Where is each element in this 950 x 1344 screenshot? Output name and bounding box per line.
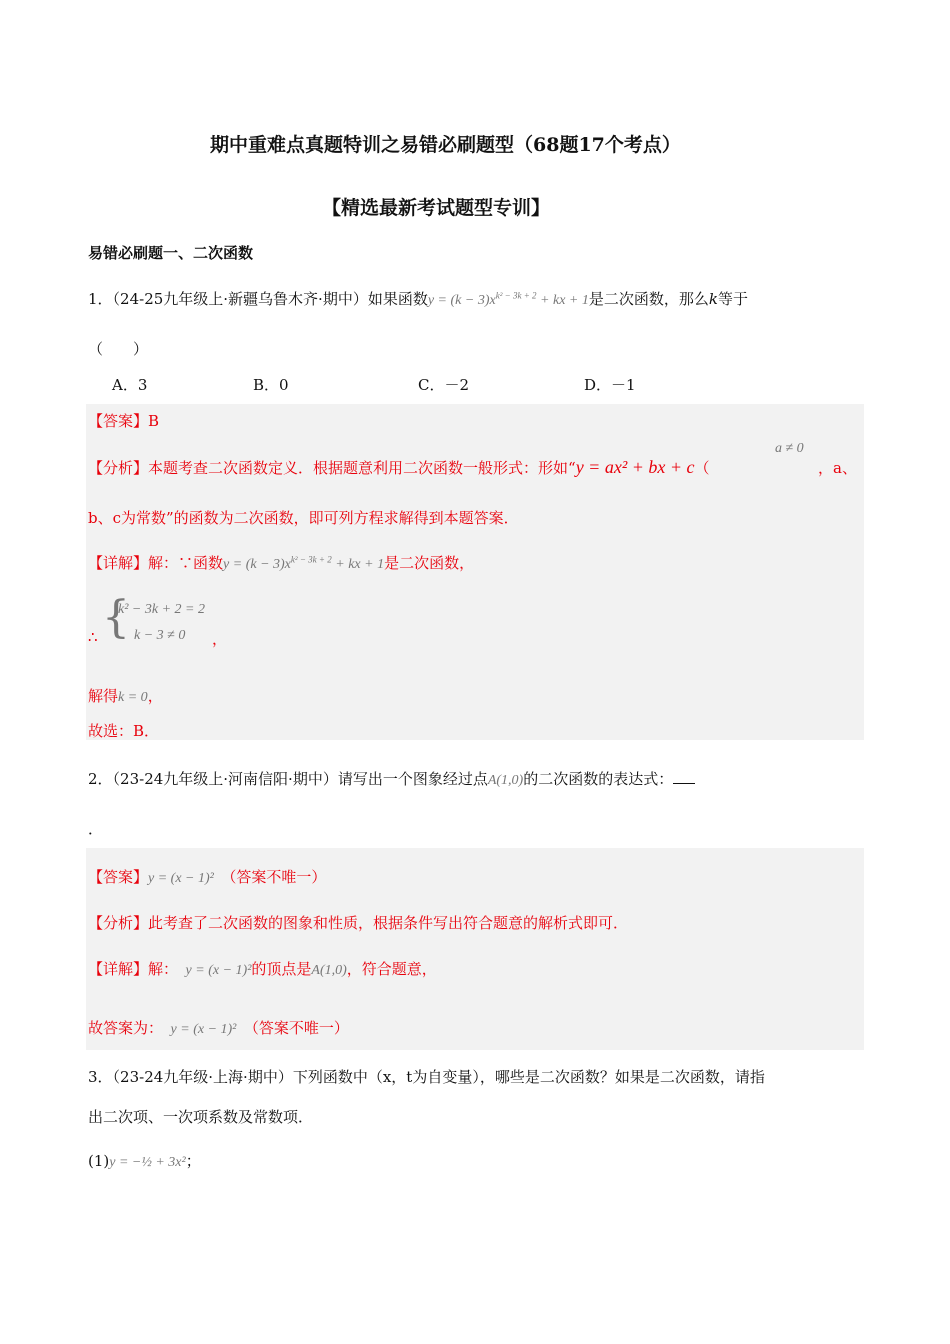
q1-analysis-line2: b、c为常数”的函数为二次函数，即可列方程求解得到本题答案． xyxy=(88,509,519,527)
q1-solve: 解得k = 0， xyxy=(88,687,163,705)
q2-answer-blank[interactable] xyxy=(673,769,695,784)
q2-stem xyxy=(88,768,695,789)
page-subtitle: 【精选最新考试题型专训】 xyxy=(322,197,551,219)
q2-analysis: 【分析】此考查了二次函数的图象和性质，根据条件写出符合题意的解析式即可． xyxy=(88,914,629,932)
q1-system-eq2: k − 3 ≠ 0 xyxy=(134,628,186,643)
q1-var-k: k xyxy=(708,290,718,308)
q1-formula: $y = (k - 3)x^{k^2 - 3k + 2}$ + kx + 1 xyxy=(427,290,589,308)
q3-number: 3． xyxy=(88,1068,113,1086)
q1-system-brace: { xyxy=(102,592,130,643)
q1-stem xyxy=(88,288,748,309)
q1-text-after: 是二次函数，那么 xyxy=(588,290,709,308)
section-heading: 易错必刷题一、二次函数 xyxy=(88,244,254,262)
q1-paren: （ ） xyxy=(88,340,149,358)
q1-therefore: ∴ xyxy=(88,628,98,646)
q2-dot: ． xyxy=(88,820,104,838)
q3-item1: (1)y = −½ + 3x²； xyxy=(88,1152,201,1170)
q1-option-b: B．0 xyxy=(253,376,289,394)
q1-detail-formula: $y = (k - 3)x^{k^2 - 3k + 2}$ + kx + 1 xyxy=(223,554,385,572)
q1-choose: 故选：B． xyxy=(88,722,160,740)
q1-answer: 【答案】B xyxy=(88,412,160,430)
q2-final: 故答案为： y = (x − 1)² （答案不唯一） xyxy=(88,1019,349,1037)
q2-number: 2． xyxy=(88,770,113,788)
q2-point: A(1,0) xyxy=(487,773,524,788)
q1-number: 1． xyxy=(88,290,113,308)
q1-analysis-tail: ，a、 xyxy=(818,459,857,477)
q3-stem-line2: 出二次项、一次项系数及常数项． xyxy=(88,1108,314,1126)
q1-detail: 【详解】解：∵函数$y = (k - 3)x^{k^2 - 3k + 2}$ + kx + 1是二次函数， xyxy=(88,554,475,572)
q2-detail: 【详解】解： y = (x − 1)²的顶点是A(1,0)，符合题意， xyxy=(88,960,437,978)
q2-text-after: 的二次函数的表达式： xyxy=(523,770,674,788)
q1-system-comma: ， xyxy=(212,630,228,648)
q1-analysis-condition: a ≠ 0 xyxy=(775,441,804,456)
q1-option-d: D．－1 xyxy=(584,376,636,394)
q3-stem-line1: 3．（23-24九年级·上海·期中）下列函数中（x，t为自变量），哪些是二次函数？如果是二次函数，请指 xyxy=(88,1068,765,1086)
q1-text-end: 等于 xyxy=(717,290,748,308)
q1-option-c: C．－2 xyxy=(418,376,470,394)
q2-source: （23-24九年级上·河南信阳·期中）请写出一个图象经过点 xyxy=(112,770,488,788)
q1-source: （24-25九年级上·新疆乌鲁木齐·期中）如果函数 xyxy=(112,290,428,308)
q1-system-eq1: k² − 3k + 2 = 2 xyxy=(118,602,205,617)
q1-option-a: A．3 xyxy=(112,376,148,394)
q1-analysis: 【分析】本题考查二次函数定义．根据题意利用二次函数一般形式：形如“y = ax² + bx + c（ xyxy=(88,457,710,477)
q2-answer: 【答案】y = (x − 1)² （答案不唯一） xyxy=(88,868,327,886)
page-title: 期中重难点真题特训之易错必刷题型（68题17个考点） xyxy=(210,134,681,156)
